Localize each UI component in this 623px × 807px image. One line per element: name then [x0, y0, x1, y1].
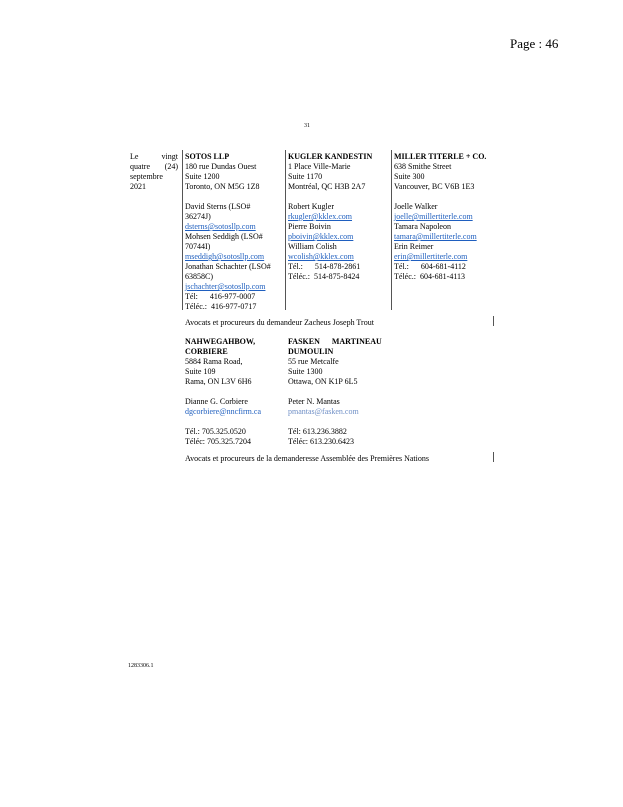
email-link[interactable]: mseddigh@sotosllp.com: [185, 252, 265, 261]
firm-block-miller-titerle: [394, 152, 486, 282]
fax-line: Téléc.: 416-977-0717: [185, 302, 257, 311]
firm-block-sotos: [185, 152, 271, 312]
date-word-year: 2021: [130, 182, 146, 191]
address-line: Suite 1170: [288, 172, 323, 181]
address-line: Montréal, QC H3B 2A7: [288, 182, 366, 191]
address-line: Suite 1300: [288, 367, 323, 376]
contact-id: 63858C): [185, 272, 213, 281]
contact-name: Jonathan Schachter (LSO#: [185, 262, 271, 271]
date-column: [130, 152, 178, 192]
email-link[interactable]: pmantas@fasken.com: [288, 407, 359, 416]
page-label: Page : 46: [510, 36, 559, 51]
fax-line: Téléc.: 604-681-4113: [394, 272, 466, 281]
email-link[interactable]: erin@millertiterle.com: [394, 252, 468, 261]
column-separator: [391, 150, 392, 310]
contact-name: Joelle Walker: [394, 202, 438, 211]
contact-name: Erin Reimer: [394, 242, 434, 251]
page-number: 31: [304, 123, 310, 129]
row-end-marker: [493, 452, 494, 462]
caption-counsel-afn: Avocats et procureurs de la demanderesse Assemblée des Premières Nations: [185, 454, 429, 463]
email-link[interactable]: pboivin@kklex.com: [288, 232, 354, 241]
contact-name: Pierre Boivin: [288, 222, 331, 231]
email-link[interactable]: dgcorbiere@nncfirm.ca: [185, 407, 261, 416]
contact-id: 36274J): [185, 212, 211, 221]
phone-line: Tél: 416-977-0007: [185, 292, 256, 301]
address-line: Toronto, ON M5G 1Z8: [185, 182, 260, 191]
caption-counsel-plaintiff: Avocats et procureurs du demandeur Zacheus Joseph Trout: [185, 318, 374, 327]
fax-line: Téléc.: 514-875-8424: [288, 272, 360, 281]
phone-line: Tél.: 604-681-4112: [394, 262, 466, 271]
address-line: 638 Smithe Street: [394, 162, 452, 171]
phone-line: Tél.: 705.325.0520: [185, 427, 246, 436]
firm-name-line: CORBIERE: [185, 347, 228, 356]
address-line: Ottawa, ON K1P 6L5: [288, 377, 358, 386]
document-id: 1283306.1: [128, 663, 154, 669]
date-word-quatre: quatre: [130, 162, 150, 171]
firm-block-fasken: [288, 337, 382, 447]
address-line: 1 Place Ville-Marie: [288, 162, 351, 171]
firm-block-kugler: [288, 152, 372, 282]
contact-name: Dianne G. Corbiere: [185, 397, 248, 406]
contact-name: Tamara Napoleon: [394, 222, 451, 231]
address-line: 180 rue Dundas Ouest: [185, 162, 257, 171]
date-word-vingt: vingt: [161, 152, 178, 161]
email-link[interactable]: dsterns@sotosllp.com: [185, 222, 256, 231]
firm-block-nahwegahbow: [185, 337, 261, 447]
contact-name: David Sterns (LSO#: [185, 202, 251, 211]
firm-name-line: NAHWEGAHBOW,: [185, 337, 256, 346]
phone-line: Tél: 613.236.3882: [288, 427, 347, 436]
address-line: Suite 109: [185, 367, 216, 376]
date-word-septembre: septembre: [130, 172, 163, 181]
firm-name: KUGLER KANDESTIN: [288, 152, 373, 161]
fax-line: Téléc: 705.325.7204: [185, 437, 251, 446]
address-line: 5884 Rama Road,: [185, 357, 243, 366]
firm-name-line: DUMOULIN: [288, 347, 334, 356]
email-link[interactable]: rkugler@kklex.com: [288, 212, 353, 221]
address-line: Vancouver, BC V6B 1E3: [394, 182, 475, 191]
email-link[interactable]: wcolish@kklex.com: [288, 252, 354, 261]
email-link[interactable]: tamara@millertiterle.com: [394, 232, 477, 241]
contact-name: Mohsen Seddigh (LSO#: [185, 232, 263, 241]
firm-name: MILLER TITERLE + CO.: [394, 152, 487, 161]
firm-name: SOTOS LLP: [185, 152, 230, 161]
column-separator: [182, 150, 183, 310]
date-word-le: Le: [130, 152, 139, 161]
contact-name: William Colish: [288, 242, 337, 251]
address-line: 55 rue Metcalfe: [288, 357, 339, 366]
address-line: Rama, ON L3V 6H6: [185, 377, 252, 386]
address-line: Suite 300: [394, 172, 425, 181]
phone-line: Tél.: 514-878-2861: [288, 262, 361, 271]
column-separator: [285, 150, 286, 310]
contact-name: Robert Kugler: [288, 202, 334, 211]
firm-name-line: FASKEN MARTINEAU: [288, 337, 382, 346]
fax-line: Téléc: 613.230.6423: [288, 437, 354, 446]
contact-id: 70744I): [185, 242, 211, 251]
row-end-marker: [493, 316, 494, 326]
contact-name: Peter N. Mantas: [288, 397, 340, 406]
date-word-24: (24): [164, 162, 178, 171]
email-link[interactable]: joelle@millertiterle.com: [394, 212, 473, 221]
address-line: Suite 1200: [185, 172, 220, 181]
email-link[interactable]: jschachter@sotosllp.com: [185, 282, 266, 291]
